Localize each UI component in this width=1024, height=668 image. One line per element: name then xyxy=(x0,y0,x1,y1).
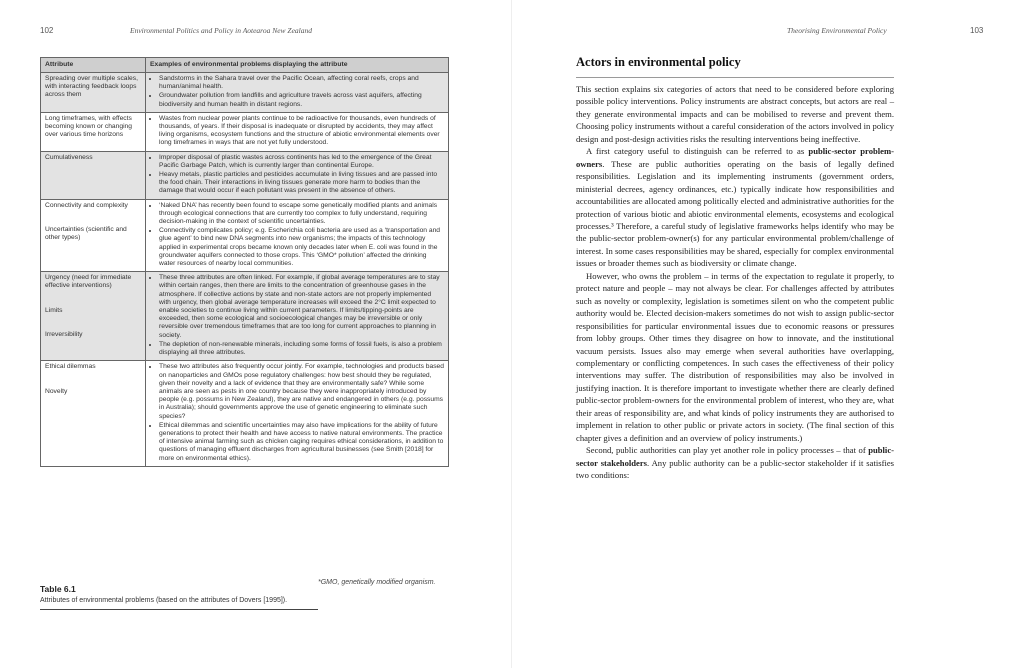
attribute-cell xyxy=(41,199,146,272)
column-header-examples: Examples of environmental problems displaying the attribute xyxy=(146,58,449,73)
attribute-label: Ethical dilemmas xyxy=(45,363,96,371)
table-row xyxy=(41,361,449,466)
attribute-label: Urgency (need for immediate effective interventions) xyxy=(45,274,132,290)
examples-list xyxy=(150,274,444,357)
table-body xyxy=(41,73,449,467)
attribute-cell xyxy=(41,272,146,361)
table-row xyxy=(41,112,449,151)
attribute-cell xyxy=(41,361,146,466)
paragraph-1: This section explains six categories of actors that need to be considered before exploring possible policy interventions. Policy instruments are abstract concepts, but actors are real – they generate environmental impacts and can be mobilised to reverse and prevent them. Choosing policy instruments without a careful consideration of the actors involved in policy design and post-design activities risks the resulting interventions being ineffective. xyxy=(576,84,894,144)
examples-list xyxy=(150,154,444,196)
term-public-sector-stakeholders: public-sector stakeholders xyxy=(576,445,894,468)
examples-list xyxy=(150,75,444,109)
table-row xyxy=(41,199,449,272)
table-row xyxy=(41,272,449,361)
attribute-label: Long timeframes, with effects becoming known or changing over various time horizons xyxy=(45,114,132,139)
section-title: Actors in environmental policy xyxy=(576,55,741,69)
examples-list xyxy=(150,363,444,462)
example-item: • Connectivity complicates policy; e.g. Escherichia coli bacteria are used as a ‘transportation and glue agent’ to bind new DNA segments into new organisms; the impacts of this technology applied in experimental crops became known only decades later when E. coli was found in the groundwater aquifers connected to those crops. This ‘GMO* pollution’ affected the drinking water resources of nearby local communities. xyxy=(159,227,444,268)
example-item: • Sandstorms in the Sahara travel over the Pacific Ocean, affecting coral reefs, crops and human/animal health. xyxy=(159,75,444,91)
paragraph-2-rest: . These are public authorities operating on the basis of legally defined responsibilities. Legislation and its implementing instruments (government orders, ministerial decrees, agency ordinances, etc.) typically indicate how responsibilities and accountabilities are allocated among politically elected and administrative authorities for the protection of various biotic and abiotic environmental elements, ecosystems and ecological processes.³ Therefore, a careful study of legislative frameworks helps identify who may be the public-sector problem-owner(s) for any particular environmental problem/challenge of interest. In some cases responsibilities may be shared, especially for complex environmental issues or broader themes such as biodiversity or climate change. xyxy=(576,158,894,269)
section-rule xyxy=(576,77,894,78)
paragraph-2-lead: A first category useful to distinguish can be referred to as xyxy=(586,146,809,157)
examples-cell xyxy=(146,73,449,113)
attribute-label: Novelty xyxy=(45,387,68,395)
examples-list xyxy=(150,202,444,269)
examples-list xyxy=(150,115,444,148)
attribute-label: Connectivity and complexity xyxy=(45,201,128,209)
attribute-cell xyxy=(41,151,146,199)
caption-rule xyxy=(40,609,318,610)
left-page-number: 102 xyxy=(40,26,54,35)
right-running-header: Theorising Environmental Policy xyxy=(787,26,887,35)
attribute-label: Cumulativeness xyxy=(45,153,93,161)
example-item: • These three attributes are often linked. For example, if global average temperatures are to stay within certain ranges, then there are limits to the concentration of greenhouse gases in the atmosphere. If collective actions by state and non-state actors are not properly implemented with urgency, then global average temperature increases will exceed the 2°C limit expected to enable societies to continue living within current parameters. If limits/tipping-points are exceeded, then some ecological and socioecological changes may be irreversible or only reversible over tremendous timeframes that are too long for current approaches to planning in society. xyxy=(159,274,444,340)
table-header-row xyxy=(41,58,449,73)
example-item: • Ethical dilemmas and scientific uncertainties may also have implications for the ability of future generations to protect their health and have access to native natural environments. The practice of intensive animal farming such as chicken caging requires ethical considerations, in addition to questions of managing effluent discharges from agricultural businesses (see Smith [2018] for more on environmental ethics). xyxy=(159,422,444,463)
examples-cell xyxy=(146,199,449,272)
attribute-label: Uncertainties (scientific and other types) xyxy=(45,225,127,242)
column-header-attribute: Attribute xyxy=(41,58,146,73)
paragraph-4-rest: . Any public authority can be a public-sector stakeholder if it satisfies two conditions: xyxy=(576,457,894,481)
term-public-sector-problem-owners: public-sector problem-owners xyxy=(576,146,894,169)
table-caption-title: Table 6.1 xyxy=(40,584,76,594)
example-item: • The depletion of non-renewable minerals, including some forms of fossil fuels, is also a problem displaying all three attributes. xyxy=(159,341,444,357)
attribute-cell xyxy=(41,112,146,151)
example-item: • Groundwater pollution from landfills and agriculture travels across vast aquifers, affecting biodiversity and human health in distant regions. xyxy=(159,92,444,108)
examples-cell xyxy=(146,361,449,466)
table-row xyxy=(41,73,449,113)
attribute-label: Irreversibility xyxy=(45,330,83,338)
paragraph-4-lead: Second, public authorities can play yet another role in policy processes – that of xyxy=(586,445,869,456)
examples-cell xyxy=(146,151,449,199)
attribute-cell xyxy=(41,73,146,113)
example-item: • Improper disposal of plastic wastes across continents has led to the emergence of the Great Pacific Garbage Patch, which is currently larger than continental Europe. xyxy=(159,154,444,170)
examples-cell xyxy=(146,112,449,151)
left-running-header: Environmental Politics and Policy in Aotearoa New Zealand xyxy=(130,26,312,35)
right-page-number: 103 xyxy=(970,26,984,35)
paragraph-3: However, who owns the problem – in terms of the expectation to regulate it properly, to protect nature and people – may not always be clear. For challenges affected by attributes such as novelty or complexity, legislation is sometimes silent on who the competent public authority would be. Elected decision-makers sometimes do not wish to assign public-sector responsibilities for particular environmental issues due to economic reasons or pressures from lobby groups. Other times they disagree on how to innovate, and the institutional vacuum persists. Issues also may emerge when several authorities have overlapping, complementary or conflicting competences. In such cases the effectiveness of their policy interventions may suffer. The distribution of responsibilities may also be involved in justifying inaction. It is therefore important to investigate whether there are clearly defined public-sector problem-owners for the environmental problem of interest, who they are, what their areas of responsibility are, and what kinds of policy instruments they are authorised to implement in relation to other public or private actors in society. (The final section of this chapter gives a definition and an overview of policy instruments.) xyxy=(576,270,894,443)
paragraph-2 xyxy=(576,145,894,270)
attributes-table xyxy=(40,57,449,467)
attribute-label: Spreading over multiple scales, with interacting feedback loops across them xyxy=(45,75,138,99)
example-item: • ‘Naked DNA’ has recently been found to escape some genetically modified plants and animals through ecological connections that are currently too complex to fully understand, requiring decision-making in the context of scientific uncertainties. xyxy=(159,202,444,227)
attribute-label: Limits xyxy=(45,306,63,314)
example-item: • These two attributes also frequently occur jointly. For example, technologies and products based on nanoparticles and GMOs pose regulatory challenges: how best should they be regulated, given their novelty and a lack of evidence that they are environmentally safe? While some animals are seen as pests in one country because they were inappropriately introduced by people (e.g. possums in New Zealand), they are native and endangered in others (e.g. possums in Australia); should governments approve the use of genetic engineering to eliminate such species? xyxy=(159,363,444,420)
table-row xyxy=(41,151,449,199)
book-spine xyxy=(511,0,512,668)
examples-cell xyxy=(146,272,449,361)
example-item: • Heavy metals, plastic particles and pesticides accumulate in living tissues and are passed into the food chain. Their interactions in living tissues generate more harm to bodies than the damage that would occur if each pollutant was present in the absence of others. xyxy=(159,171,444,196)
paragraph-4 xyxy=(576,444,894,481)
example-item: • Wastes from nuclear power plants continue to be radioactive for thousands, even hundreds of thousands, of years. If their disposal is inadequate or disrupted by accidents, they may affect living organisms, ecosystem functions and the structure of abiotic environmental elements over long timeframes in ways that are not yet fully understood. xyxy=(159,115,444,148)
table-footnote: *GMO, genetically modified organism. xyxy=(318,579,436,586)
section-body xyxy=(576,83,894,482)
table-caption-text: Attributes of environmental problems (based on the attributes of Dovers [1995]). xyxy=(40,597,288,604)
